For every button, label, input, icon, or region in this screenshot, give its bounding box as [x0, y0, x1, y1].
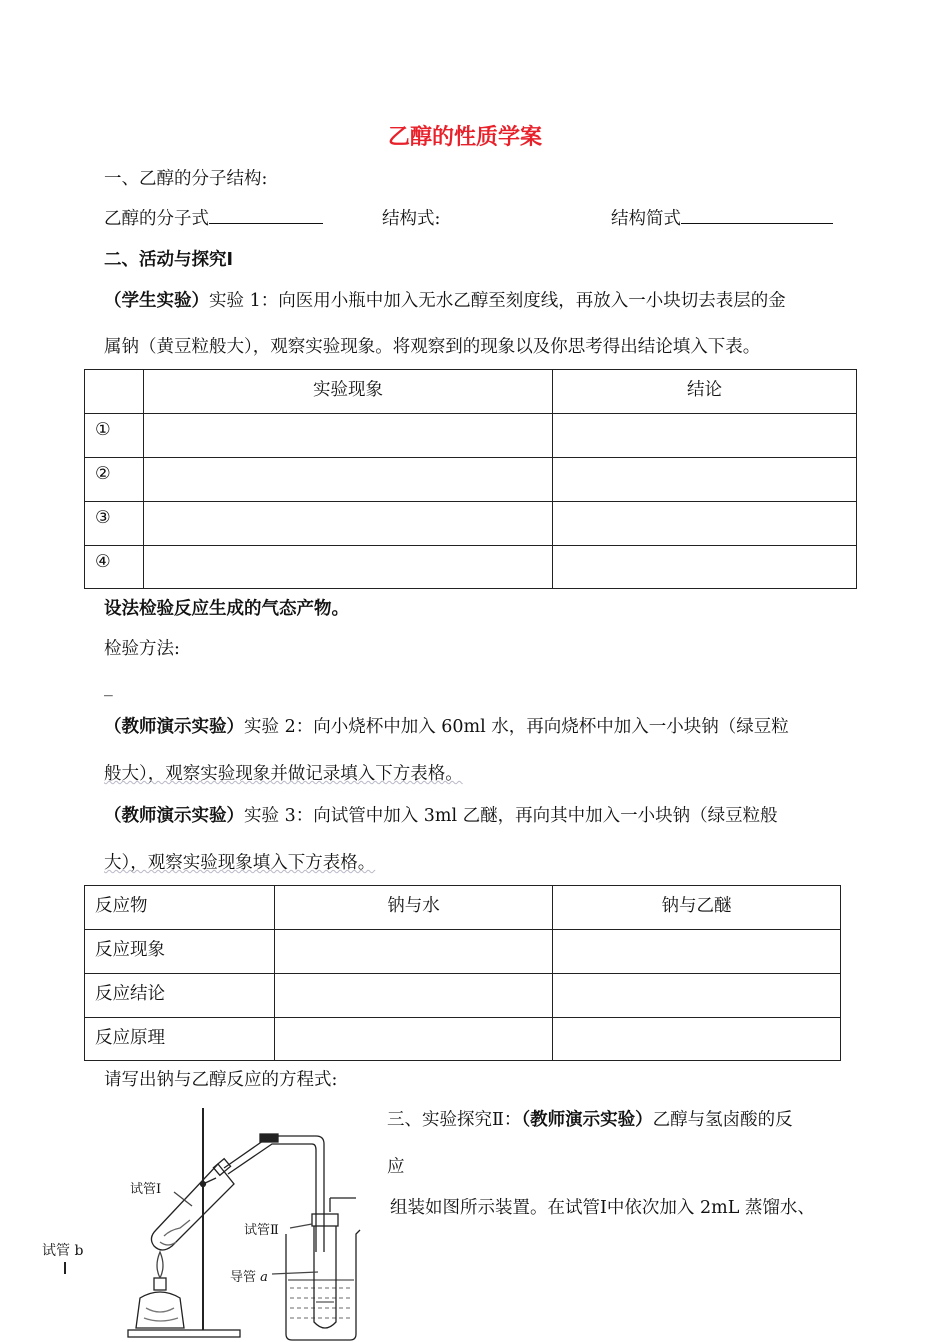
tube-b-marker	[64, 1262, 66, 1274]
table-row	[85, 502, 857, 546]
observation-table	[84, 369, 857, 589]
alcohol-lamp	[136, 1252, 184, 1328]
table-row	[85, 546, 857, 589]
label-pipe-a-letter: a	[260, 1270, 268, 1285]
table-row	[85, 458, 857, 502]
table-row	[85, 930, 841, 974]
water-cell[interactable]	[275, 930, 553, 974]
page-title: 乙醇的性质学案	[388, 125, 543, 150]
phenomenon-cell[interactable]	[144, 502, 553, 546]
exp3-line1	[104, 802, 778, 827]
table-header-cell: 反应物	[85, 886, 275, 930]
label-tube1: 试管Ⅰ	[130, 1182, 162, 1197]
section3-line1: 组装如图所示装置。在试管Ⅰ中依次加入 2mL 蒸馏水、	[390, 1198, 815, 1218]
exp1-line2: 属钠（黄豆粒般大），观察实验现象。将观察到的现象以及你思考得出结论填入下表。	[104, 337, 761, 357]
beaker	[286, 1230, 360, 1340]
row-label: 反应结论	[85, 974, 275, 1018]
exp2-tag: （教师演示实验）	[104, 717, 244, 737]
water-cell[interactable]	[275, 1018, 553, 1061]
test-tube-1	[151, 1159, 234, 1250]
table-row	[85, 974, 841, 1018]
label-leader-tube2	[290, 1224, 312, 1228]
table-header-cell	[85, 370, 144, 414]
stand-base	[128, 1330, 240, 1337]
equation-prompt: 请写出钠与乙醇反应的方程式:	[104, 1070, 338, 1090]
exp3-text1: 实验 3：向试管中加入 3ml 乙醚，再向其中加入一小块钠（绿豆粒般	[244, 806, 778, 826]
molecular-formula-blank[interactable]	[209, 205, 323, 224]
row-label: 反应现象	[85, 930, 275, 974]
section3-heading-suffix: 乙醇与氢卤酸的反	[652, 1110, 793, 1130]
exp3-tag: （教师演示实验）	[104, 806, 244, 826]
section2-heading-text: 二、活动与探究Ⅰ	[104, 250, 234, 270]
exp1-line1	[104, 287, 786, 312]
table-row	[85, 414, 857, 458]
exp2-text1: 实验 2：向小烧杯中加入 60ml 水，再向烧杯中加入一小块钠（绿豆粒	[244, 717, 789, 737]
label-pipe-a	[230, 1266, 268, 1285]
conclusion-cell[interactable]	[553, 502, 857, 546]
section3-heading-prefix: 三、实验探究Ⅱ：	[387, 1110, 522, 1130]
row-index: ④	[85, 546, 144, 589]
simplified-formula-label: 结构简式	[611, 209, 681, 229]
simplified-formula-blank[interactable]	[681, 205, 833, 224]
structural-formula-label: 结构式:	[382, 209, 441, 229]
simplified-formula-row	[611, 205, 833, 230]
molecular-formula-label: 乙醇的分子式	[104, 209, 209, 229]
table-header-cell: 钠与水	[275, 886, 553, 930]
table-header-cell: 实验现象	[144, 370, 553, 414]
exp1-text1: 实验 1：向医用小瓶中加入无水乙醇至刻度线，再放入一小块切去表层的金	[209, 291, 786, 311]
rubber-joint	[260, 1134, 278, 1142]
section3-heading-wrap: 应	[387, 1157, 405, 1177]
table-header-cell: 钠与乙醚	[553, 886, 841, 930]
row-index: ②	[85, 458, 144, 502]
ether-cell[interactable]	[553, 974, 841, 1018]
exp3-line2: 大），观察实验现象填入下方表格。	[104, 853, 376, 873]
section3-tag: （教师演示实验）	[521, 1110, 653, 1130]
conclusion-cell[interactable]	[553, 546, 857, 589]
exp2-line2: 般大），观察实验现象并做记录填入下方表格。	[104, 764, 463, 784]
label-tube-b: 试管 b	[42, 1243, 84, 1259]
section3-heading	[387, 1106, 793, 1131]
gas-check-text: 设法检验反应生成的气态产物。	[104, 599, 349, 619]
section1-heading: 一、乙醇的分子结构:	[104, 169, 268, 189]
reaction-table	[84, 885, 841, 1061]
conclusion-cell[interactable]	[553, 414, 857, 458]
section2-heading	[104, 246, 233, 271]
molecular-formula-row	[104, 205, 323, 230]
conclusion-cell[interactable]	[553, 458, 857, 502]
exp1-tag: （学生实验）	[104, 291, 209, 311]
ether-cell[interactable]	[553, 1018, 841, 1061]
table-header-row	[85, 886, 841, 930]
label-tube2: 试管Ⅱ	[244, 1223, 279, 1238]
row-label: 反应原理	[85, 1018, 275, 1061]
water-cell[interactable]	[275, 974, 553, 1018]
table-header-cell: 结论	[553, 370, 857, 414]
phenomenon-cell[interactable]	[144, 458, 553, 502]
row-index: ③	[85, 502, 144, 546]
label-leader-pipe	[272, 1272, 318, 1274]
exp2-line1	[104, 713, 789, 738]
phenomenon-cell[interactable]	[144, 546, 553, 589]
row-index: ①	[85, 414, 144, 458]
method-label: 检验方法:	[104, 639, 180, 659]
table-row	[85, 1018, 841, 1061]
phenomenon-cell[interactable]	[144, 414, 553, 458]
ether-cell[interactable]	[553, 930, 841, 974]
table-header-row	[85, 370, 857, 414]
answer-dash: _	[104, 677, 113, 697]
label-pipe-a-text: 导管	[230, 1270, 257, 1285]
